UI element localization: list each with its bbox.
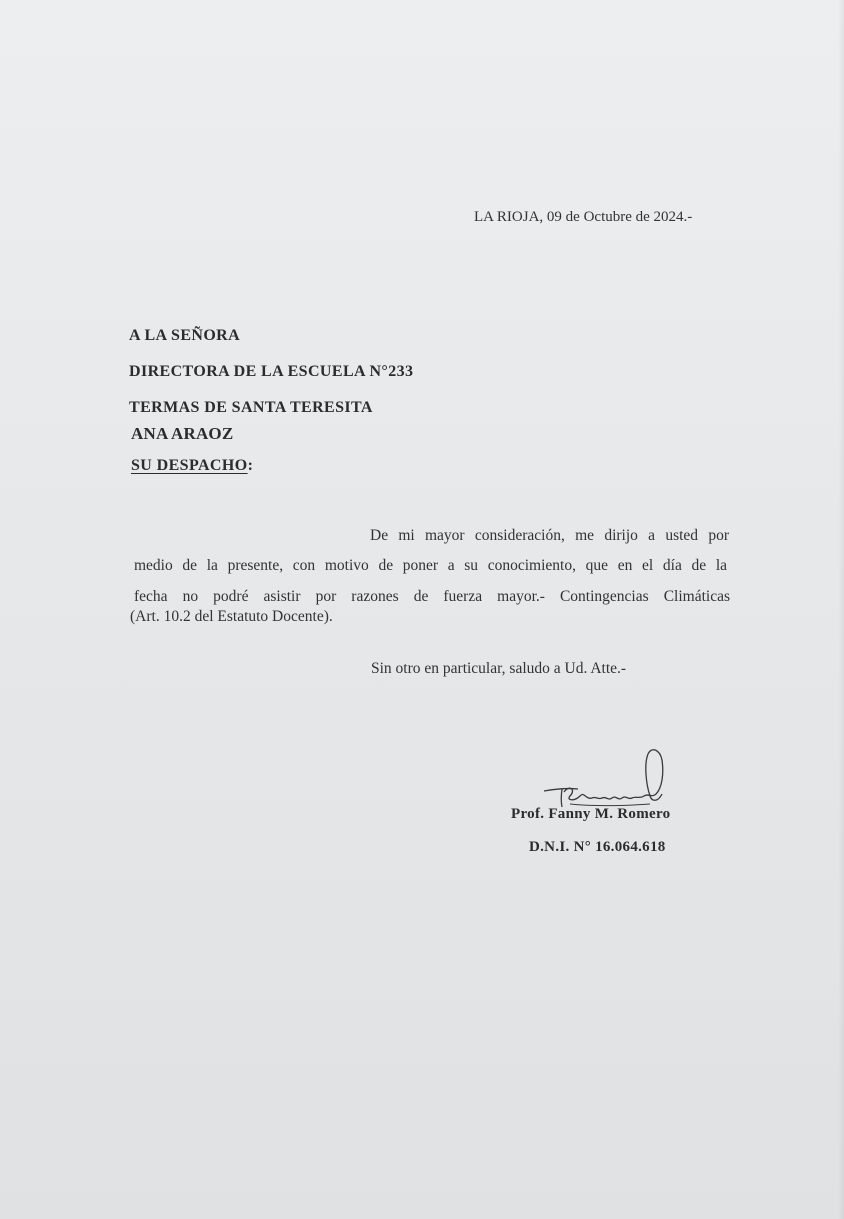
despacho-colon: :: [247, 457, 254, 474]
despacho-label: SU DESPACHO: [131, 457, 248, 474]
body-line-2: medio de la presente, con motivo de poner a su conocimiento, que en el día de la: [134, 557, 727, 574]
closing-line: Sin otro en particular, saludo a Ud. Atte.-: [371, 660, 627, 677]
signatory-name: Prof. Fanny M. Romero: [511, 806, 671, 822]
recipient-despacho: [131, 457, 253, 475]
body-line-4: (Art. 10.2 del Estatuto Docente).: [130, 608, 333, 625]
date-line: LA RIOJA, 09 de Octubre de 2024.-: [474, 209, 693, 225]
recipient-salutation: A LA SEÑORA: [129, 327, 241, 344]
signatory-dni: D.N.I. N° 16.064.618: [529, 839, 666, 855]
body-line-1: De mi mayor consideración, me dirijo a usted por: [370, 527, 729, 544]
handwritten-signature: [540, 744, 680, 814]
recipient-name: ANA ARAOZ: [131, 424, 234, 443]
body-line-3: fecha no podré asistir por razones de fuerza mayor.- Contingencias Climáticas: [134, 588, 730, 605]
recipient-school-location: TERMAS DE SANTA TERESITA: [129, 399, 373, 416]
recipient-title: DIRECTORA DE LA ESCUELA N°233: [129, 363, 414, 380]
